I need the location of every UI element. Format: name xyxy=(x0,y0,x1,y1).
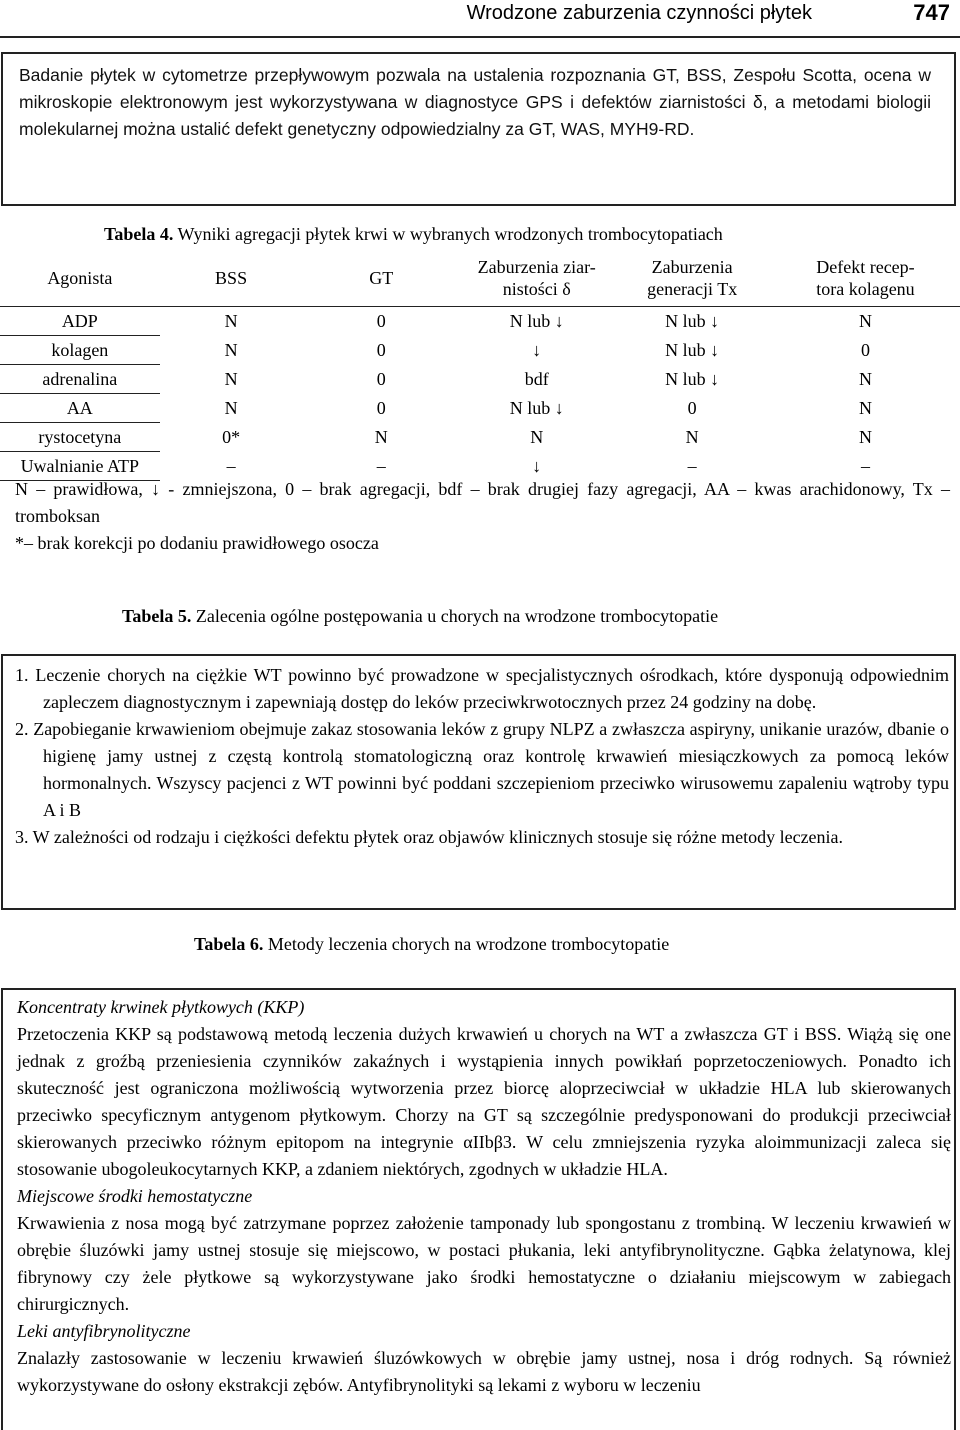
section-heading: Leki antyfibrynolityczne xyxy=(17,1321,191,1341)
column-header: BSS xyxy=(160,250,303,307)
table-cell: AA xyxy=(0,394,160,423)
table-cell: kolagen xyxy=(0,336,160,365)
table-cell: bdf xyxy=(524,369,549,389)
table-cell: N xyxy=(224,311,238,332)
table-cell: 0 xyxy=(860,340,870,360)
column-header: Agonista xyxy=(0,250,160,307)
table6-label: Tabela 6. xyxy=(194,934,264,954)
table-cell: N xyxy=(530,427,544,447)
table4-title: Wyniki agregacji płytek krwi w wybranych wrodzonych trombocytopatiach xyxy=(177,224,723,244)
table-cell: N xyxy=(224,398,238,418)
table-row xyxy=(0,365,960,394)
table-row xyxy=(0,423,960,452)
table-cell: N xyxy=(858,311,872,332)
table-cell: rystocetyna xyxy=(0,423,160,452)
table5-box xyxy=(1,654,956,910)
table-cell: N lub ↓ xyxy=(665,311,720,332)
table-cell: Uwalnianie ATP xyxy=(0,452,160,481)
table-cell: N lub ↓ xyxy=(665,340,720,360)
table-cell: ↓ xyxy=(532,456,542,476)
table-cell: N xyxy=(858,398,872,418)
table-cell: N xyxy=(374,427,388,447)
column-header: Defekt recep- tora kolagenu xyxy=(771,250,960,307)
intro-box xyxy=(1,52,956,206)
table-cell: – xyxy=(226,456,236,476)
table5-label: Tabela 5. xyxy=(122,606,192,626)
table-cell: N xyxy=(685,427,699,447)
section-heading: Koncentraty krwinek płytkowych (KKP) xyxy=(17,997,305,1017)
table-cell: – xyxy=(860,456,870,476)
section-text: Znalazły zastosowanie w leczeniu krwawień śluzówkowych w obrębie jamy ustnej, nosa i dróg rodnych. Są również wykorzystywane do osłony ekstrakcji zębów. Antyfibrynolityki są lekami z wyboru w leczeniu xyxy=(17,1348,951,1395)
table-cell: N xyxy=(858,369,872,389)
table-cell: ↓ xyxy=(532,340,542,360)
page-number: 747 xyxy=(913,0,950,25)
table-cell: N xyxy=(224,340,238,360)
section-heading: Miejscowe środki hemostatyczne xyxy=(17,1186,253,1206)
list-item: 2. Zapobieganie krwawieniom obejmuje zakaz stosowania leków z grupy NLPZ a zwłaszcza aspiryny, unikanie urazów, dbanie o higienę jamy ustnej z częstą kontrolą stomatologiczną oraz kontrolę krwawień miesiączkowych za pomocą leków hormonalnych. Wszyscy pacjenci z WT powinni być poddani szczepieniom przeciwko wirusowemu zapaleniu wątroby typu A i B xyxy=(15,719,949,820)
table-cell: N lub ↓ xyxy=(665,369,720,389)
table-cell: 0 xyxy=(376,398,386,418)
table6-caption xyxy=(194,934,669,955)
table-cell: adrenalina xyxy=(0,365,160,394)
table-row xyxy=(0,394,960,423)
section-text: Przetoczenia KKP są podstawową metodą leczenia dużych krwawień u chorych na WT a zwłaszcza GT i BSS. Wiążą się one jednak z groźbą przeniesienia czynników zakaźnych i wystąpienia innych powikłań poprzetoczeniowych. Ponadto ich skuteczność jest ograniczona możliwością wytworzenia przez biorcę aloprzeciwciał w układzie HLA lub skierowanych przeciwko specyficznym antygenom płytkowym. Chorzy na GT są szczególnie predysponowani do produkcji przeciwciał skierowanych przeciwko różnym epitopom na integrynie αIIbβ3. W celu zmniejszenia ryzyka aloimmunizacji zaleca się stosowanie ubogoleukocytarnych KKP, a zdaniem niektórych, zgodnych w układzie HLA. xyxy=(17,1024,951,1179)
table-cell: 0 xyxy=(376,340,386,360)
table-row xyxy=(0,336,960,365)
table6-title: Metody leczenia chorych na wrodzone trombocytopatie xyxy=(267,934,670,954)
column-header: Zaburzenia ziar- nistości δ xyxy=(460,250,613,307)
list-item: 1. Leczenie chorych na ciężkie WT powinno być prowadzone w specjalistycznych ośrodkach, które dysponują odpowiednim zapleczem diagnostycznym i zapewniają dostęp do leków przeciwkrwotocznych przez 24 godziny na dobę. xyxy=(15,665,949,712)
table4 xyxy=(0,250,960,481)
table-cell: N lub ↓ xyxy=(509,311,564,332)
section-text: Krwawienia z nosa mogą być zatrzymane poprzez założenie tamponady lub spongostanu z trombiną. W leczeniu krwawień w obrębie śluzówki jamy ustnej stosuje się miejscowo, w postaci płukania, leki antyfibrynolityczne. Gąbka żelatynowa, klej fibrynowy czy żele płytkowe są wykorzystywane jako środki hemostatyczne o działaniu miejscowym w zabiegach chirurgicznych. xyxy=(17,1213,951,1314)
intro-text: Badanie płytek w cytometrze przepływowym pozwala na ustalenia rozpoznania GT, BSS, Zespołu Scotta, ocena w mikroskopie elektronowym jest wykorzystywana w diagnostyce GPS i defektów ziarnistości δ, a metodami biologii molekularnej można ustalić defekt genetyczny odpowiedzialny za GT, WAS, MYH9-RD. xyxy=(19,65,931,139)
table6-box xyxy=(1,988,956,1430)
table-cell: N lub ↓ xyxy=(509,398,564,418)
table-cell: 0 xyxy=(687,398,697,418)
table4-label: Tabela 4. xyxy=(104,224,174,244)
list-item: 3. W zależności od rodzaju i ciężkości defektu płytek oraz objawów klinicznych stosuje się różne metody leczenia. xyxy=(15,827,844,847)
table-header-row xyxy=(0,250,960,307)
table4-legend xyxy=(15,476,950,557)
table-cell: N xyxy=(224,369,238,389)
table-cell: ADP xyxy=(0,307,160,336)
table-row xyxy=(0,307,960,336)
column-header: Zaburzenia generacji Tx xyxy=(613,250,771,307)
running-title: Wrodzone zaburzenia czynności płytek xyxy=(466,2,812,24)
table-cell: 0 xyxy=(376,369,386,389)
table5-caption xyxy=(122,606,718,627)
recommendations-list xyxy=(15,662,949,851)
table4-caption xyxy=(104,224,723,245)
table-cell: – xyxy=(687,456,697,476)
column-header: GT xyxy=(302,250,460,307)
legend-line-2: *– brak korekcji po dodaniu prawidłowego osocza xyxy=(15,533,379,553)
legend-line-1: N – prawidłowa, ↓ - zmniejszona, 0 – brak agregacji, bdf – brak drugiej fazy agregacji, AA – kwas arachidonowy, Tx – tromboksan xyxy=(15,479,950,526)
table-cell: N xyxy=(858,427,872,447)
table-cell: – xyxy=(376,456,386,476)
page-header xyxy=(0,0,960,38)
table-cell: 0 xyxy=(376,311,386,332)
table5-title: Zalecenia ogólne postępowania u chorych na wrodzone trombocytopatie xyxy=(195,606,719,626)
table-cell: 0* xyxy=(222,427,241,447)
